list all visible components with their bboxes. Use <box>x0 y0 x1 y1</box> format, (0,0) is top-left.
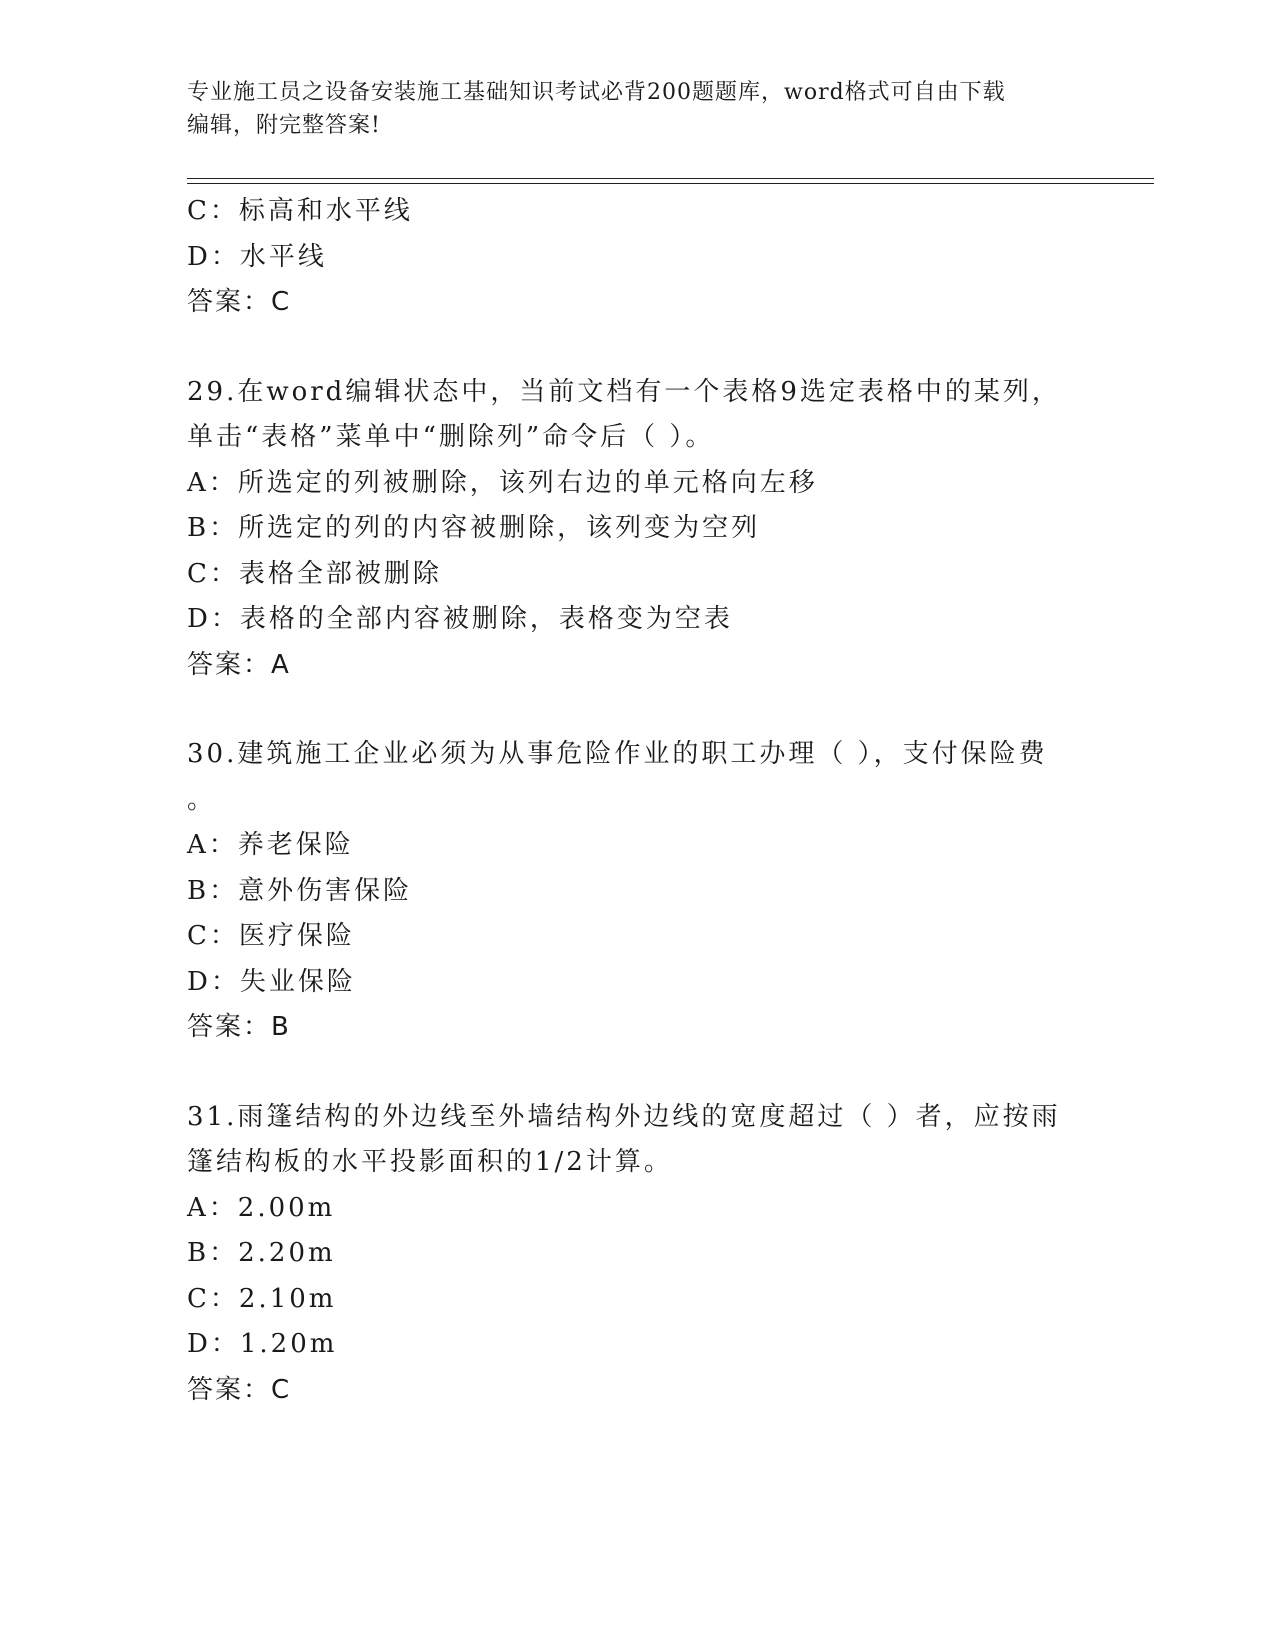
header-line-1: 专业施工员之设备安装施工基础知识考试必背200题题库，word格式可自由下载 <box>187 80 1006 105</box>
option-b: B：所选定的列的内容被删除，该列变为空列 <box>187 513 761 543</box>
option-b: B：2.20m <box>187 1238 336 1268</box>
option-c: C：2.10m <box>187 1283 337 1314</box>
question-30 <box>187 732 1087 1051</box>
option-c: C：医疗保险 <box>187 921 355 951</box>
option-d: D：失业保险 <box>187 966 356 997</box>
question-29 <box>187 370 1087 689</box>
document-header <box>187 76 1067 142</box>
question-text-line: 29.在word编辑状态中，当前文档有一个表格9选定表格中的某列， <box>187 376 1061 407</box>
option-b: B：意外伤害保险 <box>187 875 413 906</box>
option-d: D：表格的全部内容被删除，表格变为空表 <box>187 604 733 634</box>
header-line-2: 编辑，附完整答案! <box>187 113 381 138</box>
spacer <box>187 1051 1087 1095</box>
header-rule-bottom <box>187 183 1154 184</box>
question-text-line: 单击“表格”菜单中“删除列”命令后（ ）。 <box>187 422 715 452</box>
question-text-line: 30.建筑施工企业必须为从事危险作业的职工办理（ ），支付保险费 <box>187 739 1048 769</box>
question-text-line: 篷结构板的水平投影面积的1/2计算。 <box>187 1147 673 1177</box>
question-text-line: 31.雨篷结构的外边线至外墙结构外边线的宽度超过（ ）者，应按雨 <box>187 1101 1061 1132</box>
question-text-line: 。 <box>187 784 217 815</box>
answer-line: 答案：C <box>187 287 292 317</box>
option-a: A：所选定的列被删除，该列右边的单元格向左移 <box>187 467 818 498</box>
question-content <box>187 189 1087 1413</box>
option-d: D：水平线 <box>187 241 327 272</box>
option-a: A：养老保险 <box>187 830 354 860</box>
answer-line: 答案：A <box>187 649 291 680</box>
question-31 <box>187 1095 1087 1414</box>
header-rule-top <box>187 178 1154 179</box>
answer-line: 答案：C <box>187 1374 292 1405</box>
answer-line: 答案：B <box>187 1012 291 1042</box>
option-c: C：标高和水平线 <box>187 196 413 226</box>
option-a: A：2.00m <box>187 1192 336 1223</box>
prev-question-block <box>187 189 1087 326</box>
option-c: C：表格全部被删除 <box>187 558 442 589</box>
spacer <box>187 326 1087 370</box>
spacer <box>187 688 1087 732</box>
option-d: D：1.20m <box>187 1329 338 1359</box>
